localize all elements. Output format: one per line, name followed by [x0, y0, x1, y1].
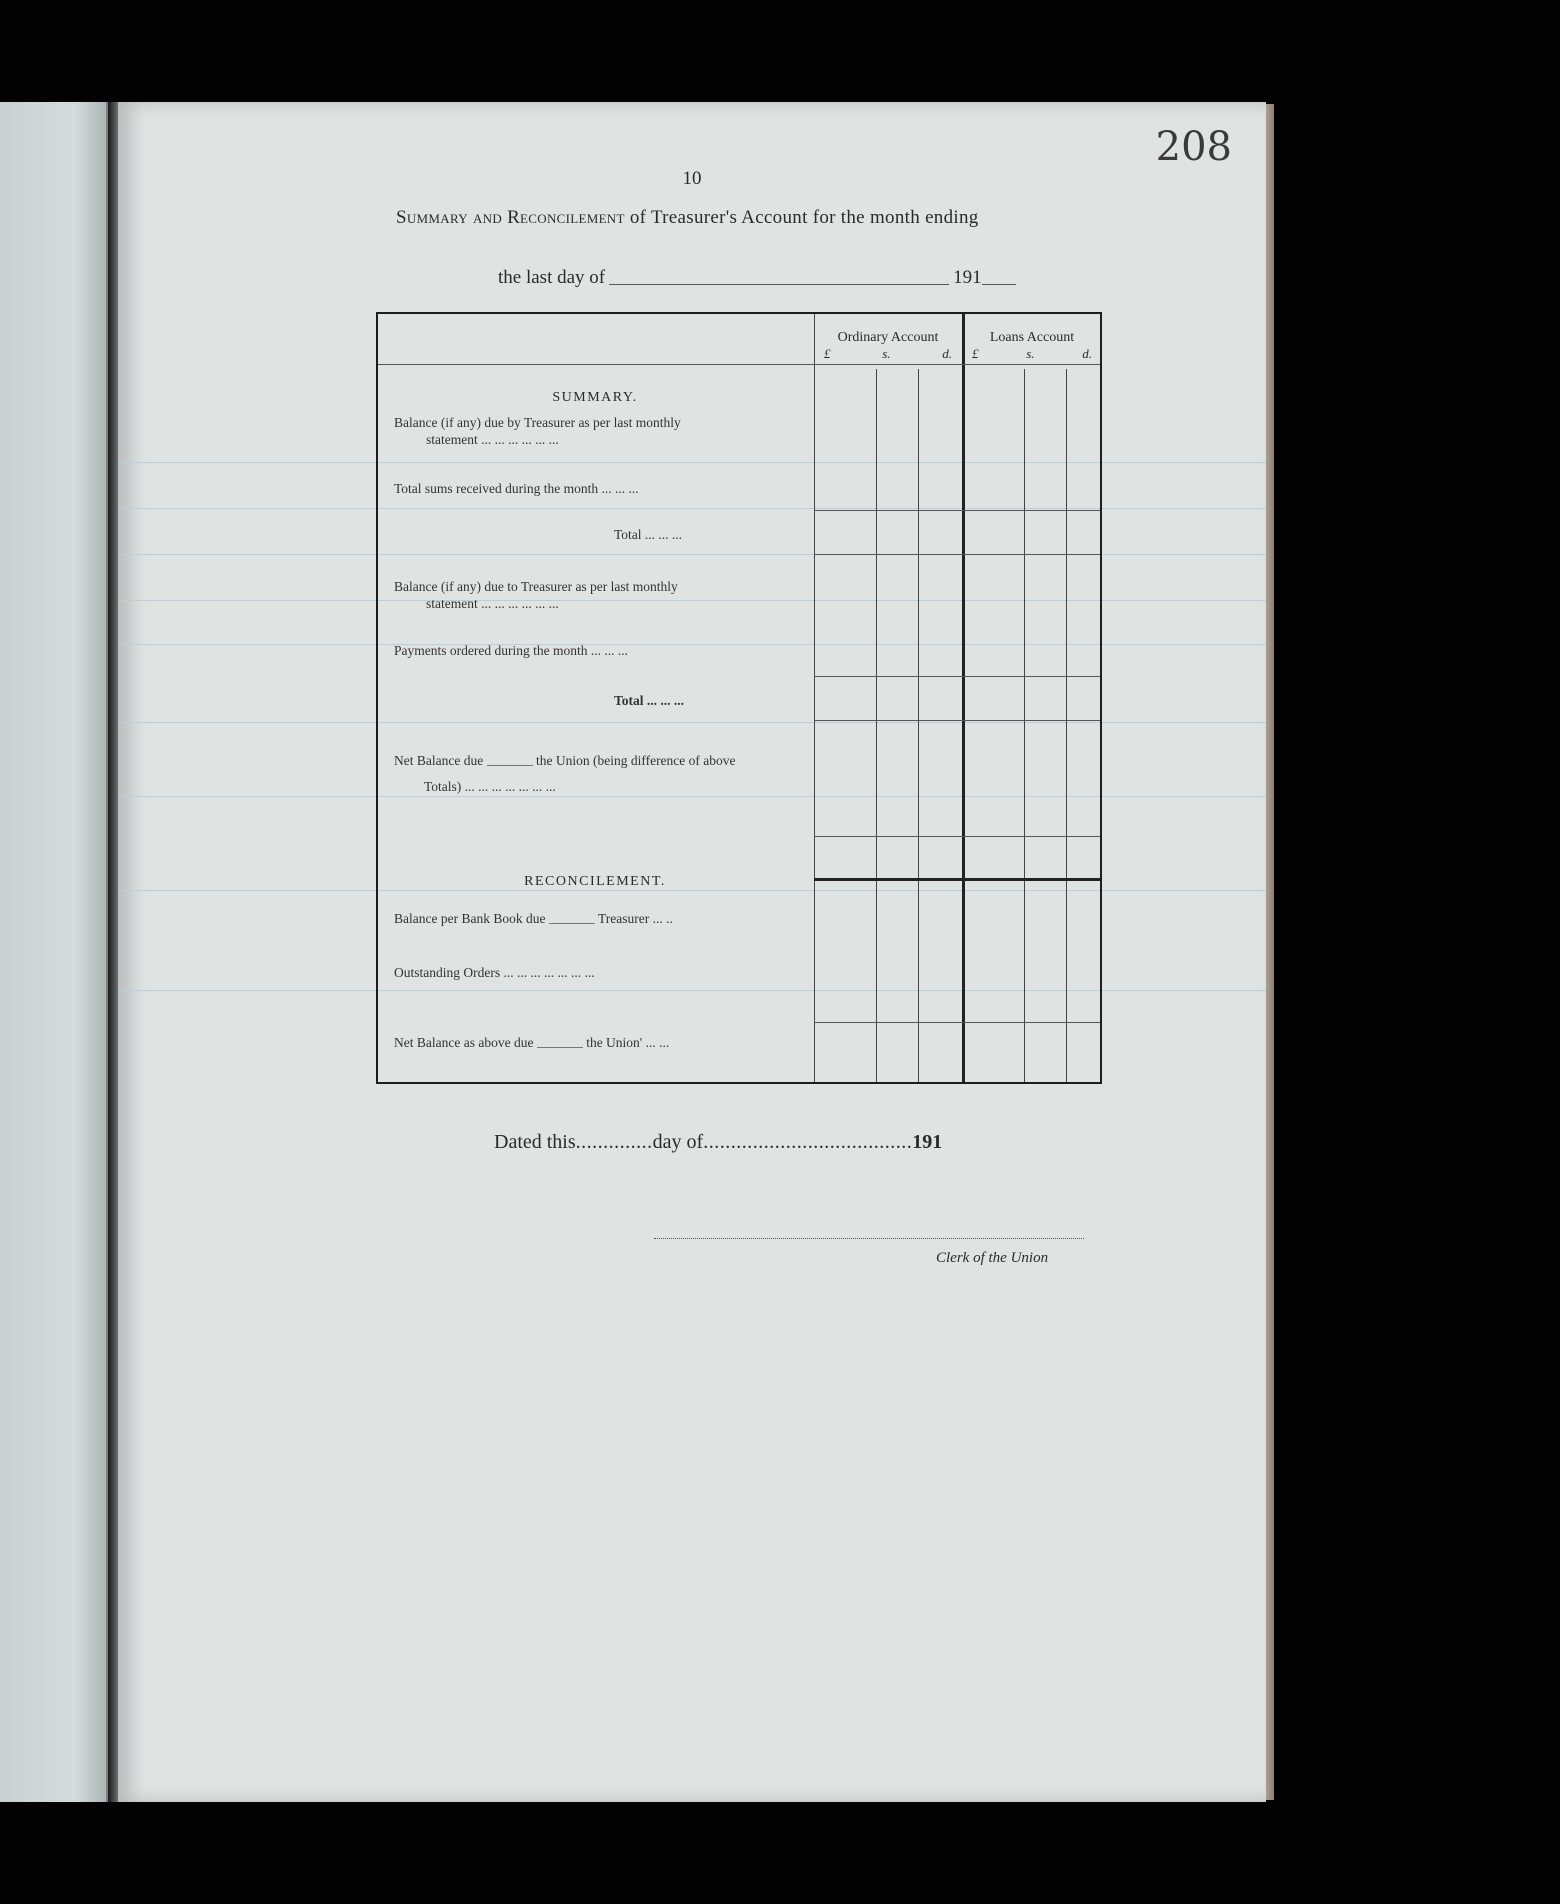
- row-net-balance-above: [394, 1034, 814, 1051]
- title-small-caps: Summary and Reconcilement: [396, 207, 625, 228]
- row-label-cont: statement ... ... ... ... ... ...: [426, 432, 559, 447]
- row-label-a: Net Balance due: [394, 753, 484, 768]
- blank-line: [549, 923, 595, 924]
- loans-account-label: Loans Account: [989, 330, 1075, 345]
- row-net-balance: [394, 752, 814, 795]
- dated-line: [494, 1131, 942, 1154]
- left-page: [0, 102, 108, 1802]
- row-rule: [814, 720, 1100, 721]
- column-divider: [876, 369, 877, 1082]
- signature-caption: Clerk of the Union: [936, 1250, 1049, 1266]
- row-rule: [814, 510, 1100, 511]
- pounds-label: £: [824, 346, 831, 361]
- row-total: Total ... ... ...: [614, 693, 685, 708]
- column-divider: [1024, 369, 1025, 1082]
- header-rule: [378, 364, 1100, 365]
- reconcilement-heading: RECONCILEMENT.: [524, 874, 666, 889]
- fill-line: [982, 284, 1016, 285]
- summary-heading: SUMMARY.: [552, 390, 638, 405]
- subtitle-prefix: the last day of: [498, 267, 606, 288]
- column-divider: [918, 369, 919, 1082]
- pence-label: d.: [1082, 346, 1092, 361]
- ordinary-account-label: Ordinary Account: [837, 330, 939, 345]
- pence-label: d.: [942, 346, 952, 361]
- row-balance-due-to: [394, 578, 814, 612]
- row-label-cont: statement ... ... ... ... ... ...: [426, 596, 559, 611]
- pounds-label: £: [972, 346, 979, 361]
- document-page: [118, 102, 1266, 1802]
- row-label-b: Treasurer ... ..: [597, 911, 673, 926]
- fill-line: [609, 284, 949, 285]
- column-divider: [814, 314, 815, 1082]
- page-subtitle: [498, 267, 1016, 289]
- ordinary-units: [814, 346, 962, 362]
- row-label-b: the Union' ... ...: [586, 1035, 670, 1050]
- dated-label: Dated this: [494, 1131, 576, 1153]
- row-total: Total ... ... ...: [614, 527, 683, 542]
- shillings-label: s.: [882, 346, 891, 361]
- row-label-a: Balance per Bank Book due: [394, 911, 546, 926]
- row-balance-due-by: [394, 414, 814, 448]
- page-reference: 10: [682, 168, 702, 189]
- dated-dots: ......................................: [703, 1131, 913, 1153]
- shillings-label: s.: [1026, 346, 1035, 361]
- page-title: [396, 207, 979, 229]
- row-label-cont: Totals) ... ... ... ... ... ... ...: [424, 779, 556, 794]
- row-rule: [814, 836, 1100, 837]
- row-total-received: Total sums received during the month ... ... ...: [394, 481, 639, 496]
- row-rule: [814, 554, 1100, 555]
- loans-account-header: [962, 330, 1102, 362]
- ordinary-account-header: [814, 330, 962, 362]
- row-rule: [814, 1022, 1100, 1023]
- row-bank-book: [394, 910, 814, 927]
- account-table: [376, 312, 1102, 1084]
- column-divider: [1066, 369, 1067, 1082]
- blank-line: [537, 1047, 583, 1048]
- dated-day-label: day of: [652, 1131, 704, 1153]
- row-label: Balance (if any) due to Treasurer as per last monthly: [394, 579, 678, 594]
- page-number: 208: [1155, 124, 1232, 170]
- row-label: Balance (if any) due by Treasurer as per last monthly: [394, 415, 681, 430]
- row-outstanding-orders: Outstanding Orders ... ... ... ... ... ... ...: [394, 965, 595, 980]
- row-payments-ordered: Payments ordered during the month ... ... ...: [394, 643, 628, 658]
- row-label-b: the Union (being difference of above: [535, 753, 736, 768]
- dated-dots: ..............: [575, 1131, 653, 1153]
- title-rest: of Treasurer's Account for the month ending: [629, 207, 979, 228]
- row-label-a: Net Balance as above due: [394, 1035, 534, 1050]
- subtitle-year: 191: [953, 267, 982, 288]
- row-rule: [814, 878, 1100, 881]
- row-label: [394, 752, 814, 769]
- blank-line: [487, 765, 533, 766]
- dated-year: 191: [912, 1131, 943, 1153]
- loans-units: [962, 346, 1102, 362]
- signature-line: [654, 1238, 1084, 1239]
- column-divider: [962, 314, 965, 1082]
- row-rule: [814, 676, 1100, 677]
